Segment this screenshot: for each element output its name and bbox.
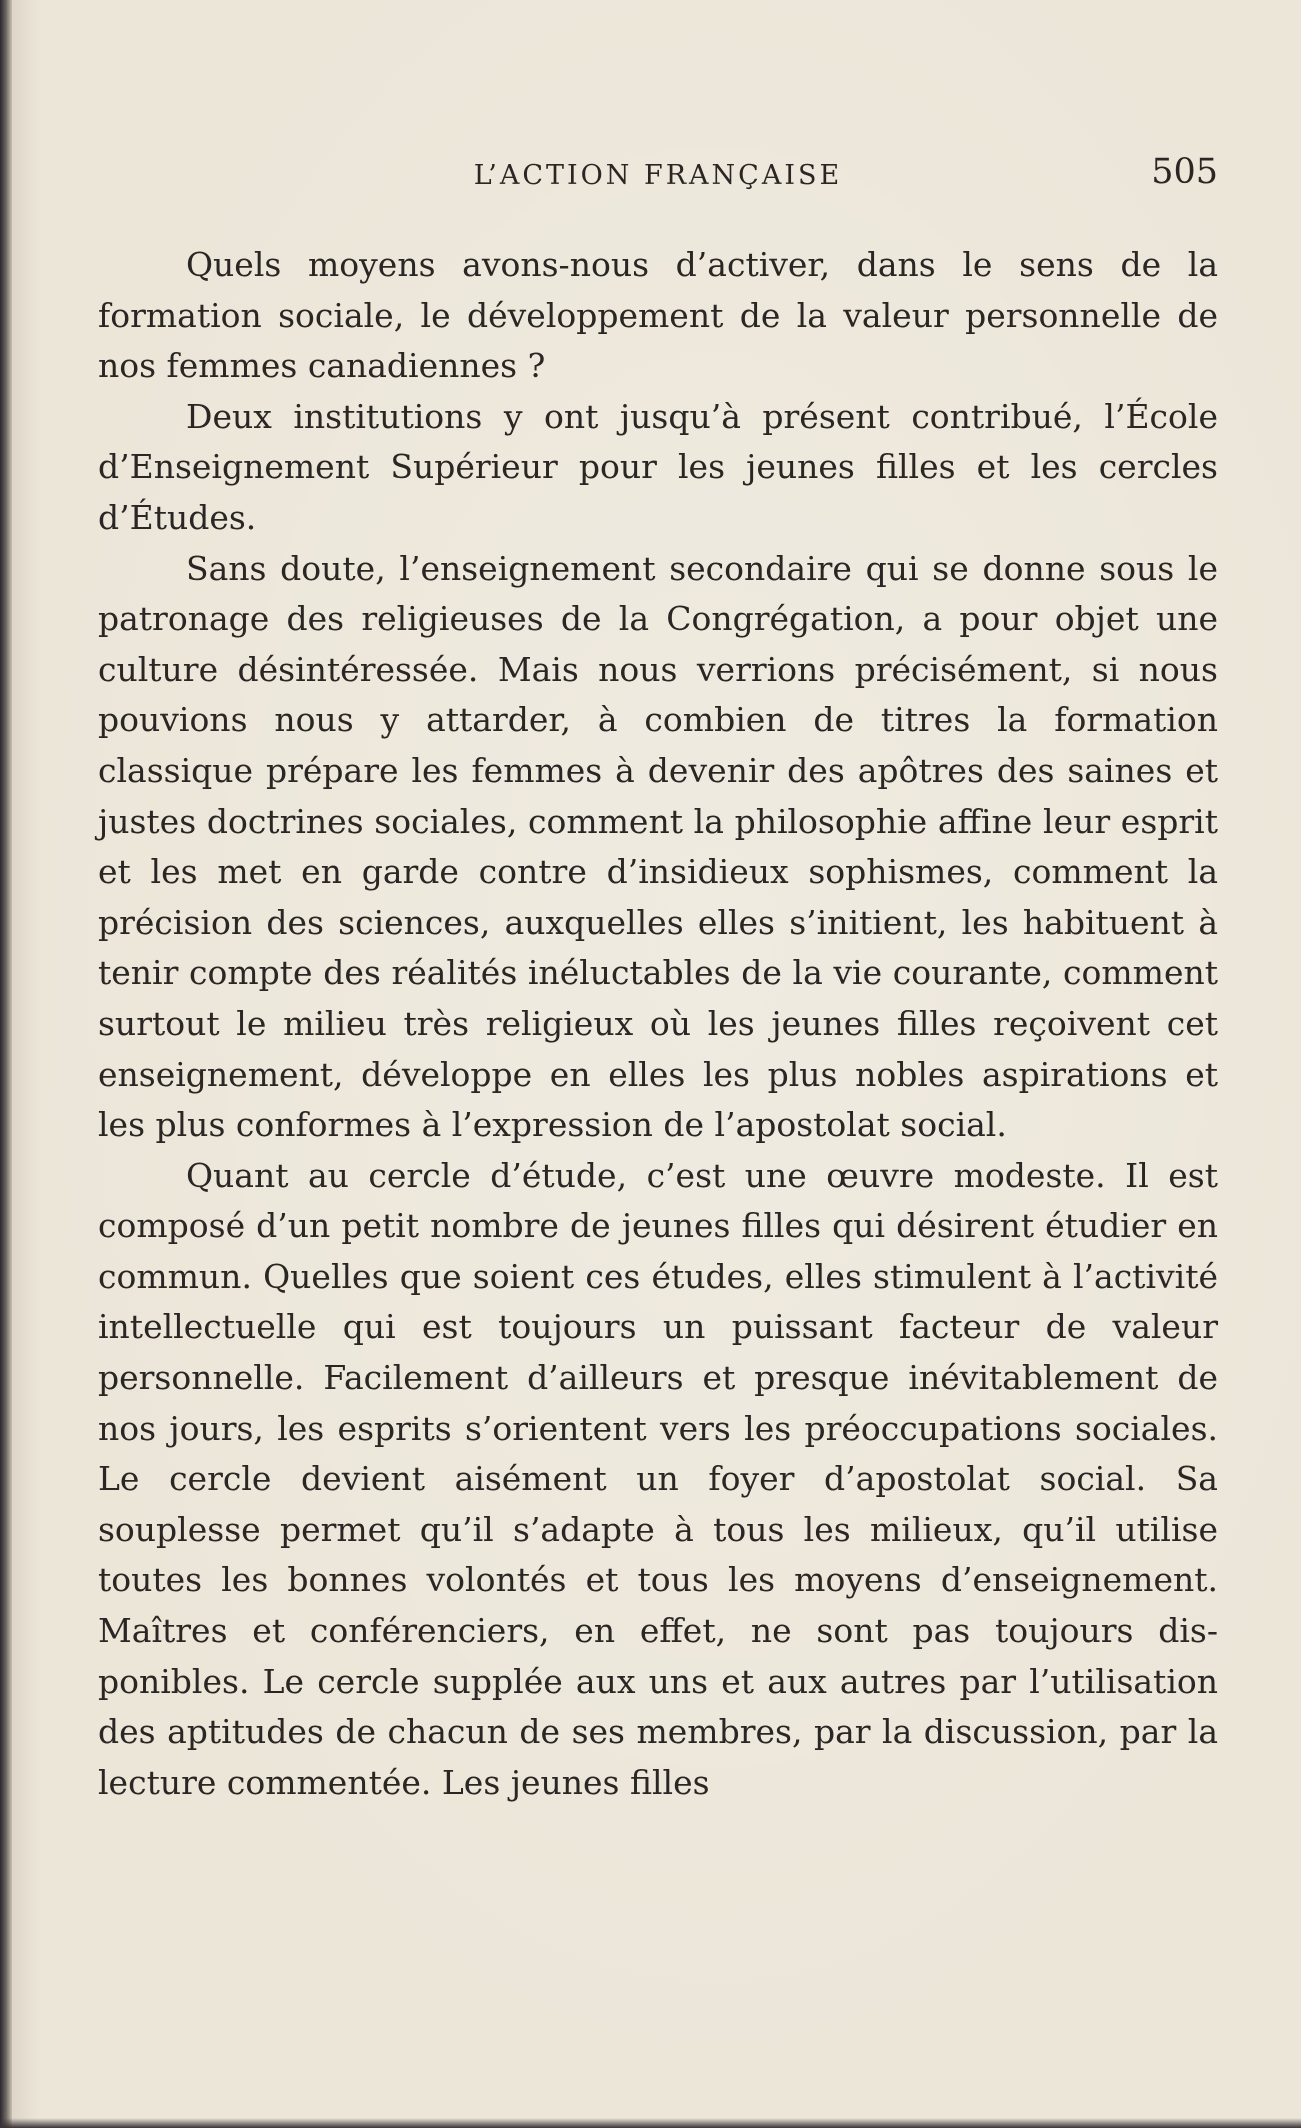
running-head-title: L’ACTION FRANÇAISE [473,160,843,191]
paragraph: Quant au cercle d’étude, c’est une œuvre modeste. Il est composé d’un petit nombre de jeunes filles qui désirent étudier en commun. Quelles que soient ces études, elles stimulent à l’activité intellectuelle qui est toujours un puissant facteur de valeur personnelle. Facilement d’ailleurs et presque inévitablement de nos jours, les esprits s’orientent vers les préoccupations sociales. Le cercle devient aisément un foyer d’apostolat social. Sa souplesse permet qu’il s’adapte à tous les milieux, qu’il utilise toutes les bonnes volontés et tous les moyens d’enseignement. Maîtres et conférenciers, en effet, ne sont pas toujours disponibles. Le cercle supplée aux uns et aux autres par l’utilisation des aptitudes de chacun de ses membres, par la discussion, par la lecture commentée. Les jeunes filles [98,1155,1218,1802]
book-spine-edge [0,0,12,2128]
paragraph: Deux institutions y ont jusqu’à présent contribué, l’École d’Enseignement Supérieur pour les jeunes filles et les cercles d’Études. [98,396,1218,537]
running-head [98,150,1218,200]
body-text [98,240,1218,1808]
page-bottom-edge [0,2118,1301,2128]
paragraph: Quels moyens avons-nous d’activer, dans le sens de la formation sociale, le développement de la valeur personnelle de nos femmes canadiennes ? [98,245,1218,386]
page-number: 505 [1151,152,1218,192]
paragraph: Sans doute, l’enseignement secondaire qui se donne sous le patronage des religieuses de la Congrégation, a pour objet une culture désintéressée. Mais nous verrions précisément, si nous pouvions nous y attarder, à combien de titres la formation classique prépare les femmes à devenir des apôtres des saines et justes doctrines sociales, comment la philosophie affine leur esprit et les met en garde contre d’insidieux sophismes, comment la précision des sciences, auxquelles elles s’initient, les habituent à tenir compte des réalités inéluctables de la vie courante, comment surtout le milieu très religieux où les jeunes filles reçoivent cet enseignement, développe en elles les plus nobles aspirations et les plus conformes à l’expression de l’apostolat social. [98,548,1218,1145]
